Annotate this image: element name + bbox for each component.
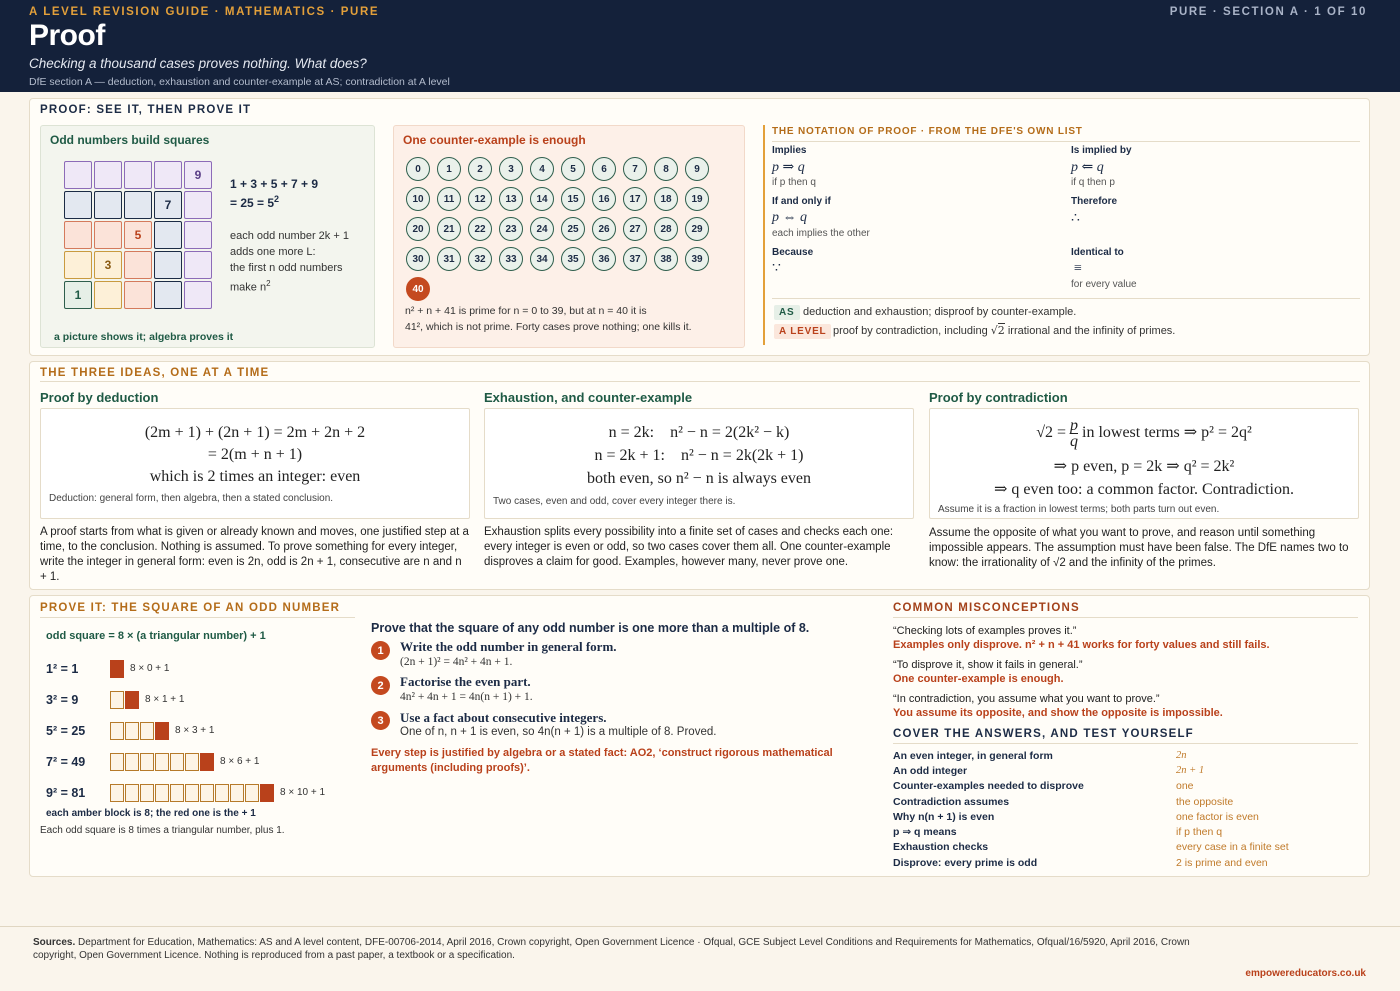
square-claim: Prove that the square of any odd number is one more than a multiple of 8. (371, 621, 810, 635)
deduction-line-2: = 2(m + n + 1) (207, 446, 303, 463)
counter-number-circle: 24 (530, 217, 554, 241)
qa-5-answer: one factor is even (1176, 811, 1259, 823)
odd-squares-box (40, 125, 375, 348)
notation-rule (772, 141, 1360, 142)
counter-number-circle: 15 (561, 187, 585, 211)
contradiction-paragraph: Assume the opposite of what you want to prove, and reason until something impossible appears. The assumption must have been false. The DfE names two to know: the irrationality of √2 and the infinity of the primes. (929, 527, 1349, 569)
counter-number-circle: 6 (592, 157, 616, 181)
notation-implied-by-head: Is implied by (1071, 145, 1132, 156)
square-caption: Each odd square is 8 times a triangular number, plus 1. (40, 825, 285, 836)
amber-block (170, 753, 184, 771)
notation-rule-2 (772, 298, 1360, 299)
counter-number-circle: 29 (685, 217, 709, 241)
odd-grid-cell (94, 221, 122, 249)
contradiction-title: Proof by contradiction (929, 390, 1068, 405)
odd-square-formula: odd square = 8 × (a triangular number) + 1 (46, 630, 266, 642)
counter-number-circle: 11 (437, 187, 461, 211)
deduction-line-1: (2m + 1) + (2n + 1) = 2m + 2n + 2 (144, 424, 366, 441)
odd-grid-cell: 9 (184, 161, 212, 189)
odd-grid-cell (94, 161, 122, 189)
odd-grid-cell (64, 251, 92, 279)
step-3-number: 3 (371, 711, 390, 730)
odd-grid-cell (184, 281, 212, 309)
notation-iff-sub: each implies the other (772, 228, 870, 239)
amber-block (110, 784, 124, 802)
notation-implied-by-sub: if q then p (1071, 177, 1115, 188)
counter-number-circle: 36 (592, 247, 616, 271)
amber-block (125, 722, 139, 740)
deduction-title: Proof by deduction (40, 390, 159, 405)
amber-block (140, 722, 154, 740)
odd-grid-cell: 3 (94, 251, 122, 279)
odd-grid-cell (64, 191, 92, 219)
prove-square-title: PROVE IT: THE SQUARE OF AN ODD NUMBER (40, 602, 341, 614)
red-block (125, 691, 139, 709)
page-subtitle: Checking a thousand cases proves nothing. What does? (29, 56, 367, 71)
guide-kicker: A LEVEL REVISION GUIDE · MATHEMATICS · PURE (29, 6, 380, 18)
contradiction-line-2: ⇒ p even, p = 2k ⇒ q² = 2k² (1053, 458, 1235, 475)
amber-block (245, 784, 259, 802)
counter-number-circle: 10 (406, 187, 430, 211)
odd-grid-cell (184, 221, 212, 249)
three-ideas-rule (40, 381, 1360, 382)
odd-caption: a picture shows it; algebra proves it (54, 331, 234, 343)
counter-number-circle: 20 (406, 217, 430, 241)
notation-title: THE NOTATION OF PROOF · FROM THE DFE'S OWN LIST (772, 126, 1083, 137)
notation-implies-symbol: p ⇒ q (772, 160, 805, 175)
block-note: each amber block is 8; the red one is the + 1 (46, 808, 256, 819)
step-2-title: Factorise the even part. (400, 674, 531, 689)
odd-grid-cell (154, 221, 182, 249)
odd-grid-cell (154, 161, 182, 189)
qa-2-question: An odd integer (893, 765, 968, 777)
contradiction-line-1: √2 = $\frac{p}{q}$ in lowest terms ⇒ p² = 2q² (1036, 417, 1252, 450)
amber-block (125, 753, 139, 771)
counter-number-grid (406, 157, 726, 307)
exhaustion-title: Exhaustion, and counter-example (484, 390, 693, 405)
deduction-line-3: which is 2 times an integer: even (149, 468, 361, 485)
counter-number-circle: 0 (406, 157, 430, 181)
step-2-number: 2 (371, 676, 390, 695)
red-block (260, 784, 274, 802)
notation-implies-sub: if p then q (772, 177, 816, 188)
odd-grid-cell (124, 281, 152, 309)
qa-title: COVER THE ANSWERS, AND TEST YOURSELF (893, 728, 1194, 740)
odd-desc-2: adds one more L: (230, 246, 316, 258)
step-1-body: (2n + 1)² = 4n² + 4n + 1. (400, 656, 513, 668)
exhaustion-line-2: n = 2k + 1: n² − n = 2k(2k + 1) (594, 447, 804, 464)
odd-desc-3: the first n odd numbers (230, 262, 343, 274)
footer-rule (0, 926, 1400, 927)
notation-identical-sub: for every value (1071, 279, 1137, 290)
odd-grid-cell (124, 191, 152, 219)
qa-3-question: Counter-examples needed to disprove (893, 780, 1084, 792)
amber-block (140, 784, 154, 802)
amber-block (230, 784, 244, 802)
square-row-note: 8 × 10 + 1 (280, 787, 326, 798)
square-row-3-label: 3² = 9 (46, 693, 79, 707)
square-block-rows (110, 660, 350, 810)
a-level-text: proof by contradiction, including √2 irrational and the infinity of primes. (833, 324, 1176, 337)
counter-number-circle: 8 (654, 157, 678, 181)
counter-number-circle: 38 (654, 247, 678, 271)
as-text: deduction and exhaustion; disproof by counter-example. (803, 306, 1077, 318)
notation-therefore-head: Therefore (1071, 196, 1118, 207)
notation-iff-symbol: p ⇔ q (772, 210, 807, 225)
qa-rule (893, 743, 1358, 744)
notation-identical-symbol: ≡ (1074, 261, 1082, 276)
odd-grid-cell (184, 191, 212, 219)
step-1-number: 1 (371, 641, 390, 660)
see-prove-title: PROOF: SEE IT, THEN PROVE IT (40, 104, 252, 116)
qa-8-question: Disprove: every prime is odd (893, 857, 1038, 869)
notation-iff-head: If and only if (772, 196, 831, 207)
notation-because-head: Because (772, 247, 814, 258)
counter-number-circle: 17 (623, 187, 647, 211)
qa-1-question: An even integer, in general form (893, 750, 1053, 762)
odd-grid-cell: 7 (154, 191, 182, 219)
counter-number-circle: 9 (685, 157, 709, 181)
counter-number-circle: 35 (561, 247, 585, 271)
contradiction-formula-box (929, 408, 1359, 519)
counter-number-circle: 12 (468, 187, 492, 211)
notation-because-symbol: ∵ (772, 261, 781, 276)
odd-grid-cell (184, 251, 212, 279)
amber-block (185, 753, 199, 771)
amber-block (170, 784, 184, 802)
odd-grid-cell (64, 161, 92, 189)
odd-desc-1: each odd number 2k + 1 (230, 230, 349, 242)
square-row-note: 8 × 1 + 1 (145, 694, 185, 705)
counter-number-circle: 27 (623, 217, 647, 241)
odd-grid-cell: 5 (124, 221, 152, 249)
amber-block (155, 784, 169, 802)
square-row-5-label: 5² = 25 (46, 724, 86, 738)
square-row-7-label: 7² = 49 (46, 755, 86, 769)
red-block (200, 753, 214, 771)
square-row-1-label: 1² = 1 (46, 662, 79, 676)
amber-block (110, 753, 124, 771)
counter-number-circle: 3 (499, 157, 523, 181)
amber-block (185, 784, 199, 802)
odd-squares-title: Odd numbers build squares (50, 133, 210, 147)
odd-grid-cell (124, 251, 152, 279)
counter-number-circle: 34 (530, 247, 554, 271)
counter-number-circle: 37 (623, 247, 647, 271)
odd-grid-cell (124, 161, 152, 189)
odd-sum-line1: 1 + 3 + 5 + 7 + 9 (230, 177, 319, 191)
odd-grid-cell (154, 251, 182, 279)
step-2-body: 4n² + 4n + 1 = 4n(n + 1) + 1. (400, 691, 533, 703)
misconception-1-quote: “Checking lots of examples proves it.” (893, 625, 1077, 637)
page-title: Proof (29, 19, 105, 52)
misconception-1-answer: Examples only disprove. n² + n + 41 works for forty values and still fails. (893, 639, 1270, 651)
counter-number-circle: 30 (406, 247, 430, 271)
counter-number-circle: 18 (654, 187, 678, 211)
counter-number-circle: 19 (685, 187, 709, 211)
counter-line-2: 41², which is not prime. Forty cases prove nothing; one kills it. (405, 321, 692, 333)
square-row-9-label: 9² = 81 (46, 786, 86, 800)
exhaustion-caption: Two cases, even and odd, cover every integer there is. (493, 496, 736, 507)
counter-number-circle: 4 (530, 157, 554, 181)
qa-3-answer: one (1176, 780, 1194, 792)
notation-implied-by-symbol: p ⇐ q (1071, 160, 1104, 175)
odd-grid-cell (154, 281, 182, 309)
contradiction-line-3: ⇒ q even too: a common factor. Contradiction. (994, 481, 1294, 498)
counter-number-circle: 26 (592, 217, 616, 241)
amber-block (110, 722, 124, 740)
counter-number-circle: 14 (530, 187, 554, 211)
a-level-badge: A LEVEL (774, 324, 831, 339)
odd-grid-cell: 1 (64, 281, 92, 309)
sources-note: Sources. Department for Education, Mathematics: AS and A level content, DFE-00706-2014, April 2016, Crown copyright, Open Government Licence · Ofqual, GCE Subject Level Conditions and Requirements for Mathematics, Ofqual/16/5920, April 2016, Crown copyright, Open Government Licence. Nothing is reproduced from a past paper, a textbook or a specification. (33, 937, 1190, 961)
qa-4-question: Contradiction assumes (893, 796, 1010, 808)
exhaustion-line-1: n = 2k: n² − n = 2(2k² − k) (608, 424, 790, 441)
counter-number-circle: 5 (561, 157, 585, 181)
notation-therefore-symbol: ∴ (1071, 211, 1080, 226)
header-banner (0, 0, 1400, 92)
qa-4-answer: the opposite (1176, 796, 1234, 808)
qa-6-answer: if p then q (1176, 826, 1223, 838)
amber-block (215, 784, 229, 802)
counter-number-circle: 2 (468, 157, 492, 181)
qa-6-question: p ⇒ q means (893, 826, 957, 838)
counter-number-circle: 23 (499, 217, 523, 241)
qa-8-answer: 2 is prime and even (1176, 857, 1268, 869)
proof-footnote-1: Every step is justified by algebra or a stated fact: AO2, ‘construct rigorous mathematical (371, 747, 833, 759)
contradiction-caption: Assume it is a fraction in lowest terms; both parts turn out even. (938, 504, 1220, 515)
qa-7-answer: every case in a finite set (1176, 841, 1289, 853)
square-row-note: 8 × 0 + 1 (130, 663, 170, 674)
exhaustion-paragraph: Exhaustion splits every possibility into a finite set of cases and checks each one: every integer is even or odd, so two cases cover them all. One counter-example disproves a claim for good. Examples, however many, never prove one. (484, 526, 894, 568)
counter-example-title: One counter-example is enough (403, 133, 586, 147)
amber-block (110, 691, 124, 709)
step-3-body: One of n, n + 1 is even, so 4n(n + 1) is a multiple of 8. Proved. (400, 726, 717, 738)
counter-number-circle: 16 (592, 187, 616, 211)
square-row-note: 8 × 3 + 1 (175, 725, 215, 736)
odd-grid-cell (94, 281, 122, 309)
counter-number-circle: 32 (468, 247, 492, 271)
odd-grid-cell (94, 191, 122, 219)
amber-block (200, 784, 214, 802)
prove-square-rule (40, 617, 355, 618)
step-1-title: Write the odd number in general form. (400, 639, 617, 654)
page-subnote: DfE section A — deduction, exhaustion and counter-example at AS; contradiction at A level (29, 76, 450, 88)
counter-number-circle: 40 (406, 277, 430, 301)
amber-block (155, 753, 169, 771)
square-row-note: 8 × 6 + 1 (220, 756, 260, 767)
misconception-2-answer: One counter-example is enough. (893, 673, 1064, 685)
counter-number-circle: 33 (499, 247, 523, 271)
counter-number-circle: 28 (654, 217, 678, 241)
misconception-3-quote: “In contradiction, you assume what you want to prove.” (893, 693, 1160, 705)
proof-footnote-2: arguments (including proofs)’. (371, 762, 530, 774)
qa-7-question: Exhaustion checks (893, 841, 989, 853)
amber-block (125, 784, 139, 802)
odd-squares-grid (64, 161, 214, 311)
counter-number-circle: 22 (468, 217, 492, 241)
amber-block (140, 753, 154, 771)
counter-line-1: n² + n + 41 is prime for n = 0 to 39, but at n = 40 it is (405, 305, 647, 317)
exhaustion-formula-box (484, 408, 914, 519)
qa-5-question: Why n(n + 1) is even (893, 811, 995, 823)
three-ideas-title: THE THREE IDEAS, ONE AT A TIME (40, 367, 270, 379)
deduction-paragraph: A proof starts from what is given or already known and moves, one justified step at a time, to the conclusion. Nothing is assumed. To prove something for every integer, write the integer in general form: even is 2n, odd is 2n + 1, consecutive are n and n + 1. (40, 526, 469, 583)
qa-1-answer: 2n (1176, 750, 1187, 761)
counter-number-circle: 1 (437, 157, 461, 181)
odd-desc-4: make $n^2$ (230, 279, 271, 294)
counter-number-circle: 39 (685, 247, 709, 271)
misconception-2-quote: “To disprove it, show it fails in general.” (893, 659, 1083, 671)
red-block (155, 722, 169, 740)
counter-number-circle: 31 (437, 247, 461, 271)
notation-identical-head: Identical to (1071, 247, 1124, 258)
odd-sum-line2: = $25 = 5^2$ (230, 194, 280, 210)
red-block (110, 660, 124, 678)
counter-example-box (393, 125, 745, 348)
notation-implies-head: Implies (772, 145, 807, 156)
misconceptions-rule (893, 617, 1358, 618)
misconceptions-title: COMMON MISCONCEPTIONS (893, 602, 1080, 614)
as-badge: AS (774, 305, 800, 320)
counter-number-circle: 13 (499, 187, 523, 211)
section-indicator: PURE · SECTION A · 1 OF 10 (1169, 6, 1367, 18)
step-3-title: Use a fact about consecutive integers. (400, 710, 607, 725)
qa-2-answer: 2n + 1 (1176, 765, 1205, 776)
counter-number-circle: 21 (437, 217, 461, 241)
exhaustion-line-3: both even, so n² − n is always even (587, 470, 811, 487)
deduction-formula-box (40, 408, 470, 519)
site-url: empowereducators.co.uk (1245, 968, 1366, 979)
counter-number-circle: 7 (623, 157, 647, 181)
odd-grid-cell (64, 221, 92, 249)
notation-divider (763, 125, 765, 345)
misconception-3-answer: You assume its opposite, and show the opposite is impossible. (893, 707, 1223, 719)
deduction-caption: Deduction: general form, then algebra, then a stated conclusion. (49, 493, 334, 504)
counter-number-circle: 25 (561, 217, 585, 241)
